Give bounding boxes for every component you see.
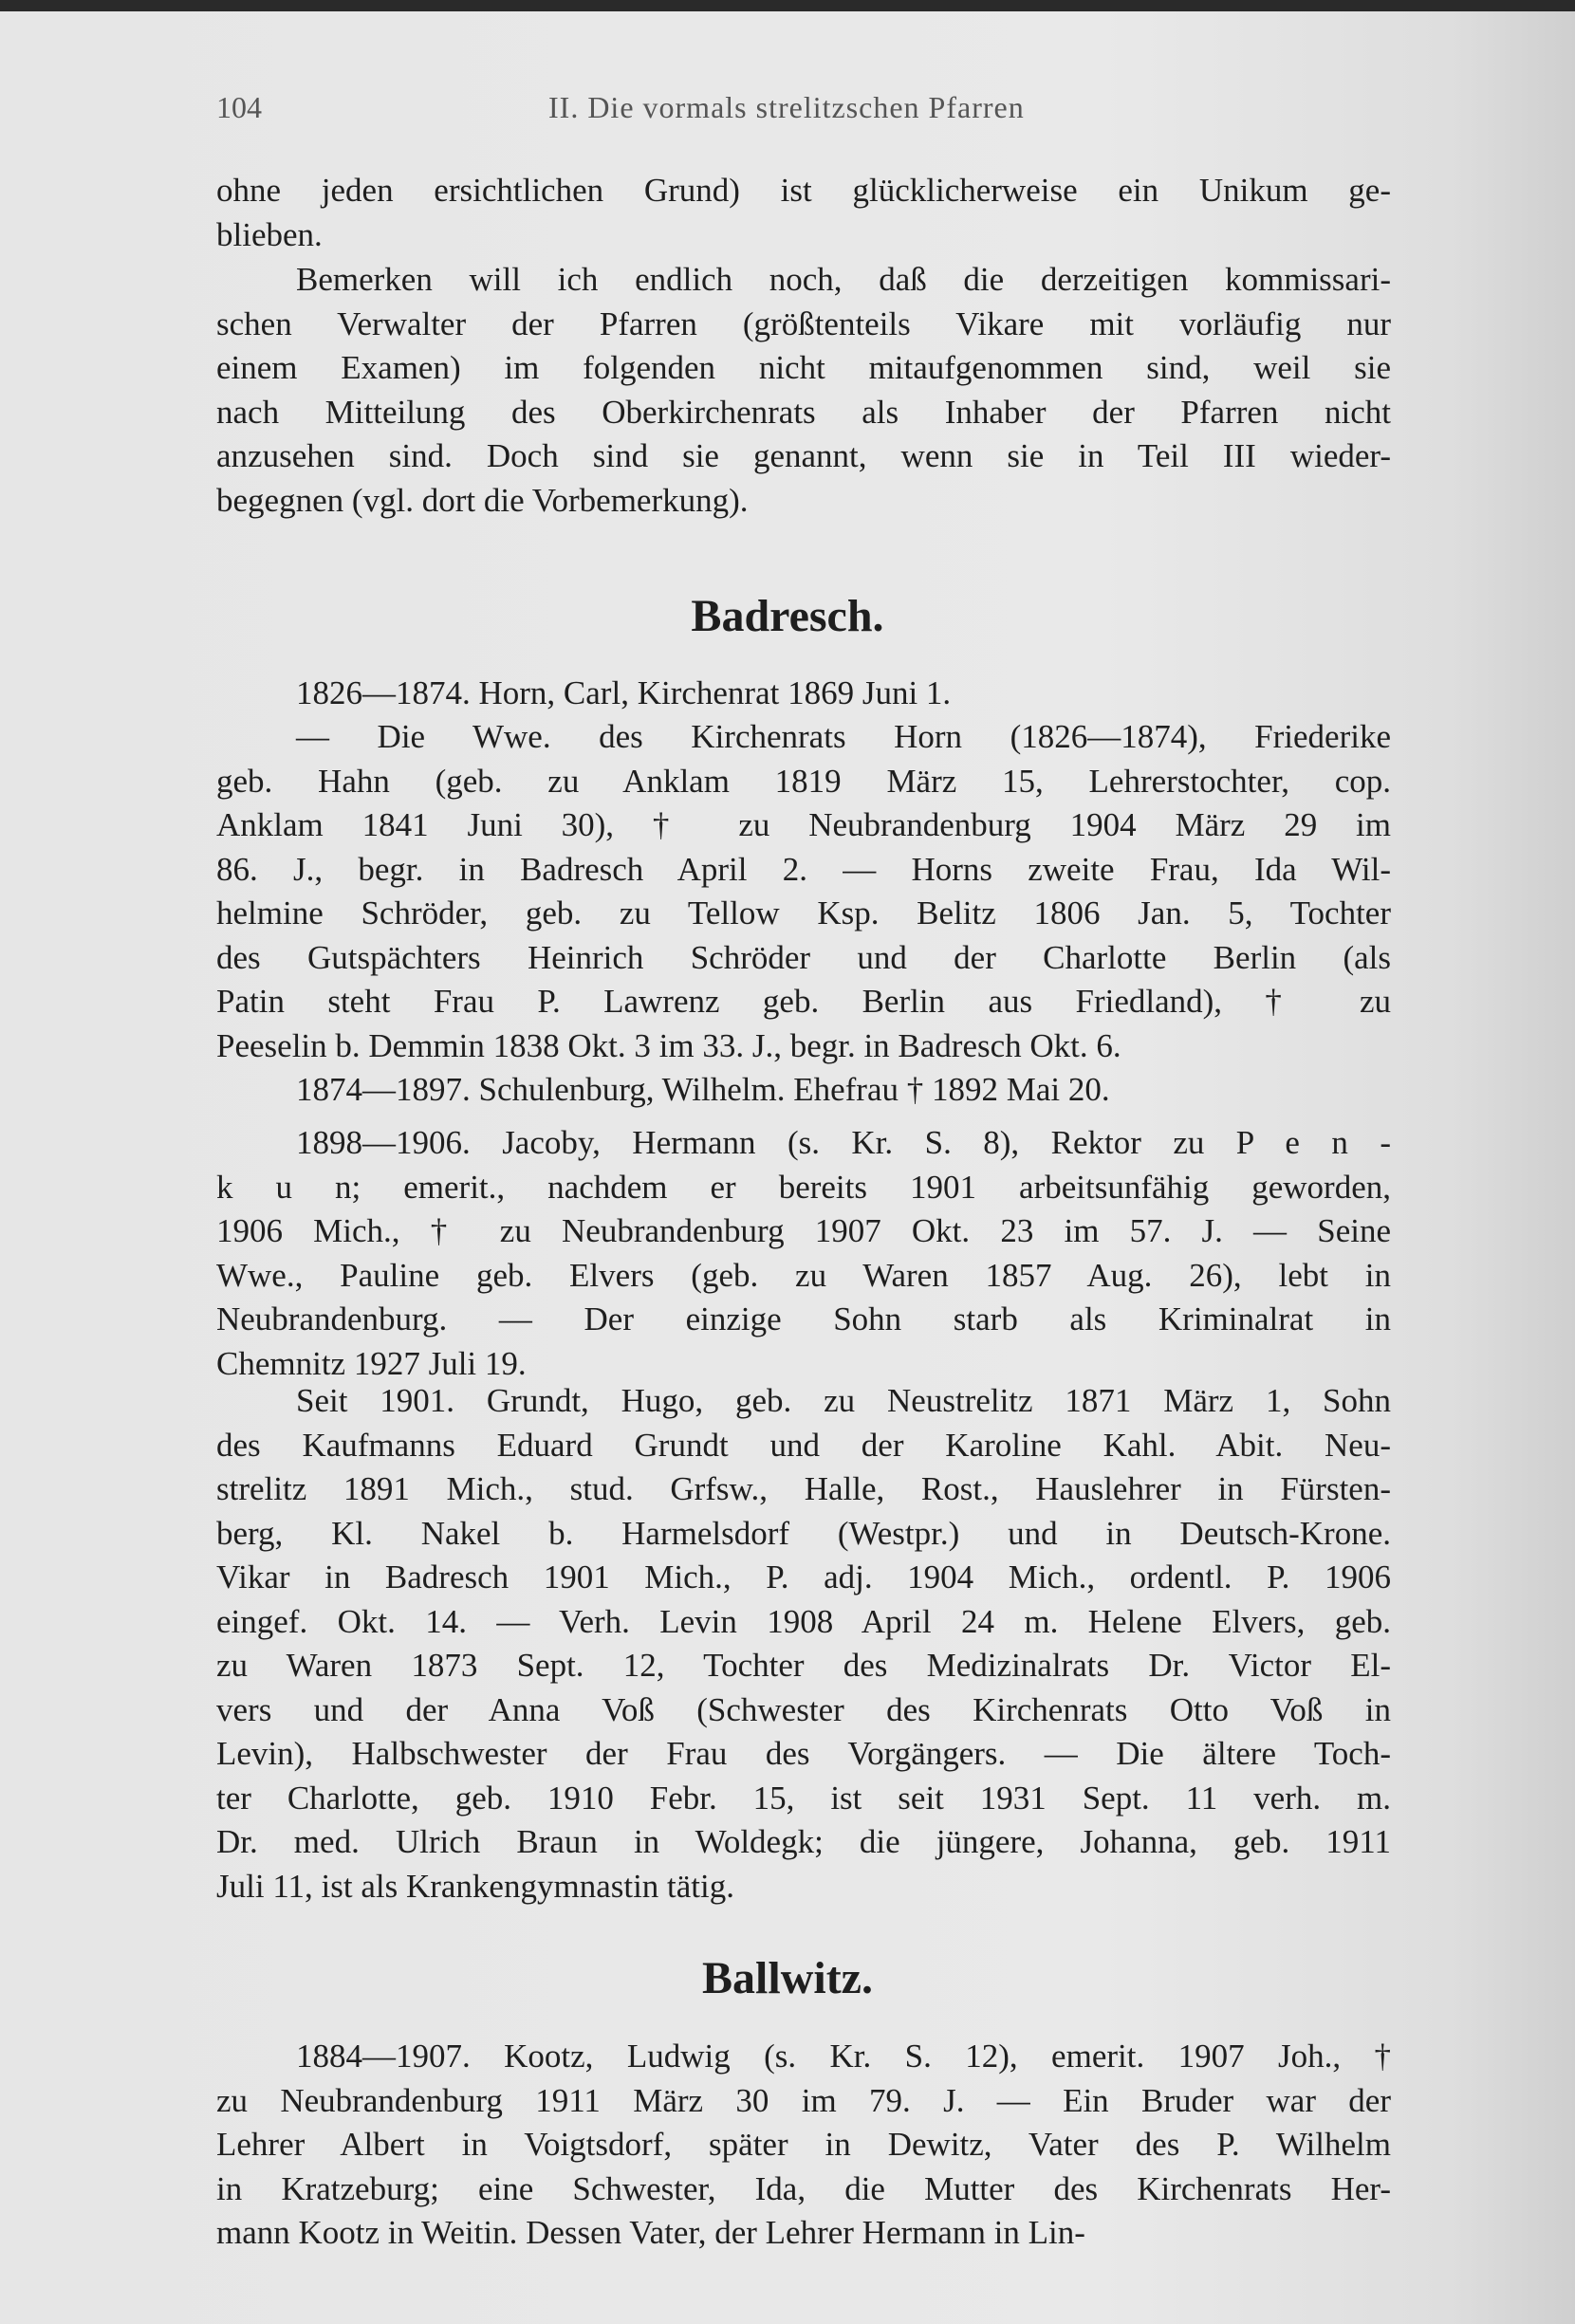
paragraph-intro-remark — [216, 258, 1391, 523]
entry-kootz — [216, 2035, 1391, 2256]
text-line: in Kratzeburg; eine Schwester, Ida, die Mutter des Kirchenrats Her- — [216, 2169, 1391, 2207]
text-line: mann Kootz in Weitin. Dessen Vater, der Lehrer Hermann in Lin- — [216, 2214, 1085, 2251]
text-line: begegnen (vgl. dort die Vorbemerkung). — [216, 481, 749, 519]
scan-top-edge — [0, 0, 1575, 11]
entry-grundt — [216, 1379, 1391, 1909]
entry-horn-widow — [216, 715, 1391, 1068]
text-line: geb. Hahn (geb. zu Anklam 1819 März 15, Lehrerstochter, cop. — [216, 762, 1391, 800]
running-head: II. Die vormals strelitzschen Pfarren — [548, 90, 1025, 124]
text-line: zu Neubrandenburg 1911 März 30 im 79. J. — Ein Bruder war der — [216, 2081, 1391, 2119]
text-line: — Die Wwe. des Kirchenrats Horn (1826—1874), Friederike — [296, 718, 1391, 755]
text-line: Bemerken will ich endlich noch, daß die derzeitigen kommissari- — [296, 261, 1391, 298]
text-line: Seit 1901. Grundt, Hugo, geb. zu Neustrelitz 1871 März 1, Sohn — [296, 1382, 1391, 1419]
text-line: helmine Schröder, geb. zu Tellow Ksp. Belitz 1806 Jan. 5, Tochter — [216, 895, 1391, 931]
page-number: 104 — [216, 90, 262, 124]
text-line: Neubrandenburg. — Der einzige Sohn starb als Kriminalrat in — [216, 1300, 1391, 1337]
entry-horn — [216, 672, 1391, 716]
text-line: 1874—1897. Schulenburg, Wilhelm. Ehefrau † 1892 Mai 20. — [296, 1071, 1110, 1108]
text-line: des Gutspächters Heinrich Schröder und der Charlotte Berlin (als — [216, 938, 1391, 976]
text-line: berg, Kl. Nakel b. Harmelsdorf (Westpr.) und in Deutsch-Krone. — [216, 1514, 1391, 1552]
text-line: nach Mitteilung des Oberkirchenrats als Inhaber der Pfarren nicht — [216, 393, 1391, 431]
text-line: anzusehen sind. Doch sind sie genannt, wenn sie in Teil III wieder- — [216, 437, 1391, 474]
text-line: Chemnitz 1927 Juli 19. — [216, 1344, 527, 1382]
text-line: strelitz 1891 Mich., stud. Grfsw., Halle, Rost., Hauslehrer in Fürsten- — [216, 1470, 1391, 1507]
text-line: ter Charlotte, geb. 1910 Febr. 15, ist seit 1931 Sept. 11 verh. m. — [216, 1779, 1391, 1817]
text-line: k u n; emerit., nachdem er bereits 1901 arbeitsunfähig geworden, — [216, 1168, 1391, 1206]
text-line: zu Waren 1873 Sept. 12, Tochter des Medizinalrats Dr. Victor El- — [216, 1647, 1391, 1684]
section-heading-ballwitz: Ballwitz. — [702, 1953, 873, 2003]
text-line: Anklam 1841 Juni 30), † zu Neubrandenburg 1904 März 29 im — [216, 806, 1391, 843]
text-line: Juli 11, ist als Krankengymnastin tätig. — [216, 1867, 735, 1905]
text-line: 1906 Mich., † zu Neubrandenburg 1907 Okt. 23 im 57. J. — Seine — [216, 1212, 1391, 1249]
text-line: schen Verwalter der Pfarren (größtenteils Vikare mit vorläufig nur — [216, 304, 1391, 342]
text-line: blieben. — [216, 215, 323, 253]
text-line: 86. J., begr. in Badresch April 2. — Horns zweite Frau, Ida Wil- — [216, 850, 1391, 888]
paragraph-intro-continued — [216, 169, 1391, 257]
text-line: Wwe., Pauline geb. Elvers (geb. zu Waren 1857 Aug. 26), lebt in — [216, 1256, 1391, 1294]
page-header — [216, 90, 1393, 134]
text-line: Dr. med. Ulrich Braun in Woldegk; die jüngere, Johanna, geb. 1911 — [216, 1823, 1391, 1860]
text-line: Vikar in Badresch 1901 Mich., P. adj. 1904 Mich., ordentl. P. 1906 — [216, 1559, 1391, 1595]
text-line: 1826—1874. Horn, Carl, Kirchenrat 1869 Juni 1. — [296, 674, 952, 711]
text-line: des Kaufmanns Eduard Grundt und der Karoline Kahl. Abit. Neu- — [216, 1426, 1391, 1464]
text-line: vers und der Anna Voß (Schwester des Kirchenrats Otto Voß in — [216, 1690, 1391, 1728]
text-line: Lehrer Albert in Voigtsdorf, später in Dewitz, Vater des P. Wilhelm — [216, 2126, 1391, 2163]
text-line: Patin steht Frau P. Lawrenz geb. Berlin aus Friedland), † zu — [216, 983, 1391, 1020]
text-line: Peeselin b. Demmin 1838 Okt. 3 im 33. J., begr. in Badresch Okt. 6. — [216, 1026, 1121, 1064]
text-line: 1898—1906. Jacoby, Hermann (s. Kr. S. 8), Rektor zu P e n - — [296, 1124, 1391, 1161]
section-heading-badresch: Badresch. — [691, 591, 884, 641]
text-line: 1884—1907. Kootz, Ludwig (s. Kr. S. 12), emerit. 1907 Joh., † — [296, 2038, 1391, 2075]
entry-jacoby — [216, 1121, 1391, 1386]
text-line: eingef. Okt. 14. — Verh. Levin 1908 April 24 m. Helene Elvers, geb. — [216, 1602, 1391, 1640]
entry-schulenburg — [216, 1068, 1391, 1113]
text-line: ohne jeden ersichtlichen Grund) ist glücklicherweise ein Unikum ge- — [216, 172, 1391, 209]
text-line: einem Examen) im folgenden nicht mitaufgenommen sind, weil sie — [216, 349, 1391, 386]
text-line: Levin), Halbschwester der Frau des Vorgängers. — Die ältere Toch- — [216, 1735, 1391, 1772]
